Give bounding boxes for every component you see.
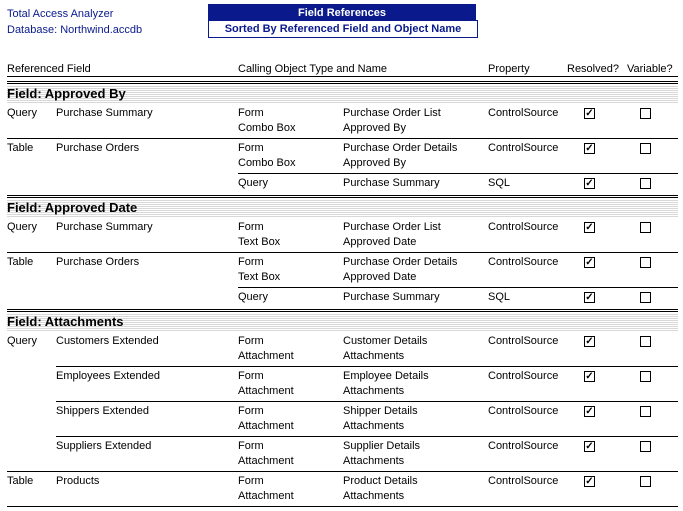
control-name: Attachments [343, 490, 405, 502]
property-value: ControlSource [488, 475, 559, 487]
property-value: ControlSource [488, 370, 559, 382]
source-name: Employees Extended [56, 370, 160, 382]
object-name: Purchase Order List [343, 107, 441, 119]
source-name: Shippers Extended [56, 405, 149, 417]
source-type: Query [7, 107, 37, 119]
object-type: Form [238, 256, 264, 268]
variable-checkbox [640, 257, 651, 268]
property-value: SQL [488, 291, 511, 303]
property-value: ControlSource [488, 221, 559, 233]
resolved-checkbox: ✓ [585, 406, 594, 417]
row-separator [56, 366, 678, 367]
resolved-checkbox: ✓ [585, 476, 594, 487]
object-type: Form [238, 440, 264, 452]
object-name: Purchase Order Details [343, 142, 458, 154]
control-type: Combo Box [238, 157, 296, 169]
source-name: Purchase Summary [56, 221, 153, 233]
col-header-referenced-field: Referenced Field [7, 63, 91, 75]
control-type: Attachment [238, 385, 294, 397]
section-title: Field: Approved By [7, 85, 678, 103]
resolved-checkbox: ✓ [585, 336, 594, 347]
variable-checkbox [640, 178, 651, 189]
property-value: ControlSource [488, 405, 559, 417]
property-value: ControlSource [488, 256, 559, 268]
control-name: Attachments [343, 420, 405, 432]
row-separator [7, 471, 678, 472]
variable-checkbox [640, 371, 651, 382]
control-name: Approved Date [343, 271, 417, 283]
object-name: Product Details [343, 475, 418, 487]
object-type: Form [238, 335, 264, 347]
col-header-property: Property [488, 63, 530, 75]
source-name: Purchase Summary [56, 107, 153, 119]
resolved-checkbox: ✓ [585, 371, 594, 382]
control-name: Approved By [343, 157, 406, 169]
control-type: Text Box [238, 236, 281, 248]
property-value: ControlSource [488, 440, 559, 452]
control-type: Text Box [238, 271, 281, 283]
variable-checkbox [640, 336, 651, 347]
resolved-checkbox: ✓ [585, 257, 594, 268]
control-type: Combo Box [238, 122, 296, 134]
source-name: Purchase Orders [56, 256, 140, 268]
object-type: Form [238, 405, 264, 417]
app-title-text: Total Access Analyzer [7, 8, 114, 20]
section-separator [7, 81, 678, 84]
control-type: Attachment [238, 455, 294, 467]
object-name: Purchase Summary [343, 291, 440, 303]
row-separator [7, 506, 678, 507]
control-name: Approved By [343, 122, 406, 134]
section-separator [7, 195, 678, 198]
property-value: ControlSource [488, 107, 559, 119]
source-type: Query [7, 335, 37, 347]
resolved-checkbox: ✓ [585, 143, 594, 154]
object-type: Query [238, 291, 268, 303]
object-name: Purchase Order List [343, 221, 441, 233]
report-title: Field References [208, 4, 476, 20]
source-name: Suppliers Extended [56, 440, 152, 452]
resolved-checkbox: ✓ [585, 292, 594, 303]
report-subtitle: Sorted By Referenced Field and Object Name [208, 20, 478, 38]
control-name: Approved Date [343, 236, 417, 248]
row-separator [238, 173, 678, 174]
object-name: Employee Details [343, 370, 429, 382]
object-type: Form [238, 475, 264, 487]
control-type: Attachment [238, 490, 294, 502]
object-type: Form [238, 107, 264, 119]
object-name: Supplier Details [343, 440, 421, 452]
row-separator [56, 436, 678, 437]
variable-checkbox [640, 108, 651, 119]
source-name: Purchase Orders [56, 142, 140, 154]
section-title: Field: Attachments [7, 313, 678, 331]
col-header-calling-object: Calling Object Type and Name [238, 63, 387, 75]
variable-checkbox [640, 143, 651, 154]
resolved-checkbox: ✓ [585, 178, 594, 189]
source-type: Table [7, 142, 34, 154]
header-rule [7, 76, 678, 77]
variable-checkbox [640, 222, 651, 233]
control-name: Attachments [343, 385, 405, 397]
source-type: Table [7, 256, 34, 268]
object-type: Form [238, 221, 264, 233]
source-type: Query [7, 221, 37, 233]
property-value: SQL [488, 177, 511, 189]
col-header-variable: Variable? [627, 63, 673, 75]
source-name: Customers Extended [56, 335, 159, 347]
control-name: Attachments [343, 350, 405, 362]
section-title: Field: Approved Date [7, 199, 678, 217]
object-name: Customer Details [343, 335, 428, 347]
row-separator [7, 252, 678, 253]
row-separator [7, 138, 678, 139]
resolved-checkbox: ✓ [585, 108, 594, 119]
control-name: Attachments [343, 455, 405, 467]
variable-checkbox [640, 292, 651, 303]
object-type: Query [238, 177, 268, 189]
object-name: Purchase Summary [343, 177, 440, 189]
object-type: Form [238, 370, 264, 382]
database-name: Database: Northwind.accdb [7, 24, 143, 36]
property-value: ControlSource [488, 335, 559, 347]
property-value: ControlSource [488, 142, 559, 154]
col-header-resolved: Resolved? [567, 63, 619, 75]
section-separator [7, 309, 678, 312]
resolved-checkbox: ✓ [585, 441, 594, 452]
control-type: Attachment [238, 350, 294, 362]
variable-checkbox [640, 441, 651, 452]
variable-checkbox [640, 406, 651, 417]
row-separator [238, 287, 678, 288]
resolved-checkbox: ✓ [585, 222, 594, 233]
app-title [7, 6, 142, 38]
object-name: Shipper Details [343, 405, 418, 417]
row-separator [56, 401, 678, 402]
control-type: Attachment [238, 420, 294, 432]
variable-checkbox [640, 476, 651, 487]
source-type: Table [7, 475, 34, 487]
source-name: Products [56, 475, 100, 487]
object-type: Form [238, 142, 264, 154]
object-name: Purchase Order Details [343, 256, 458, 268]
